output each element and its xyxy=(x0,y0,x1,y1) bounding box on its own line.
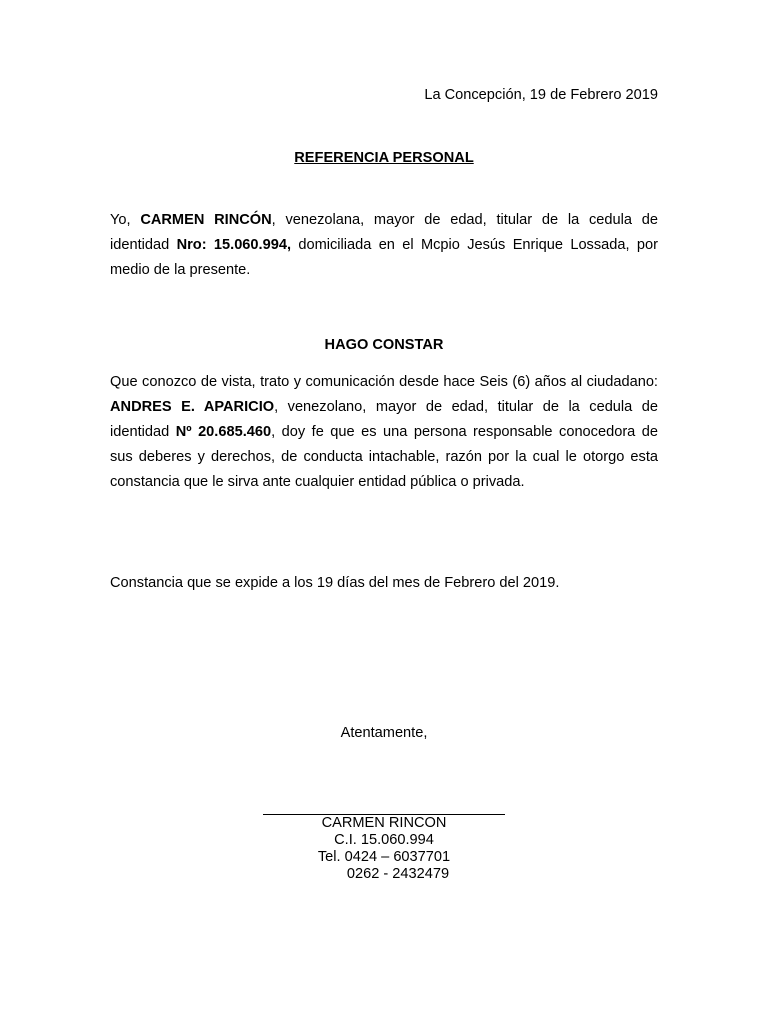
referenced-id: Nº 20.685.460 xyxy=(175,424,272,440)
issuance-paragraph: Constancia que se expide a los 19 días del mes de Febrero del 2019. xyxy=(110,575,560,591)
statement-text-2: , venezolano, mayor de edad, titular de la cedula de identidad xyxy=(110,399,658,440)
intro-text-3: domiciliada en el Mcpio Jesús Enrique Lossada, por medio de la presente. xyxy=(110,237,658,278)
intro-text-2: , venezolana, mayor de edad, titular de la cedula de identidad xyxy=(110,212,658,253)
referenced-name: ANDRES E. APARICIO xyxy=(110,399,275,415)
signer-name: CARMEN RINCON xyxy=(321,815,447,831)
signer-phone-2: 0262 - 2432479 xyxy=(346,866,450,882)
section-subtitle: HAGO CONSTAR xyxy=(324,337,444,353)
statement-paragraph xyxy=(110,370,658,495)
declarant-name: CARMEN RINCÓN xyxy=(140,212,272,228)
statement-text-3: , doy fe que es una persona responsable conocedora de sus deberes y derechos, de conducta intachable, razón por la cual le otorgo esta constancia que le sirva ante cualquier entidad pública o privada. xyxy=(110,424,659,490)
signer-ci: C.I. 15.060.994 xyxy=(334,832,434,848)
intro-paragraph xyxy=(110,208,658,283)
date-line: La Concepción, 19 de Febrero 2019 xyxy=(424,87,658,103)
signer-phone-1: Tel. 0424 – 6037701 xyxy=(317,849,451,865)
statement-text-1: Que conozco de vista, trato y comunicación desde hace Seis (6) años al ciudadano: xyxy=(110,374,658,390)
signature-block xyxy=(263,815,505,883)
intro-text-1: Yo, xyxy=(110,212,141,228)
document-title: REFERENCIA PERSONAL xyxy=(294,150,474,166)
declarant-id: Nro: 15.060.994, xyxy=(176,237,292,253)
closing-line: Atentamente, xyxy=(340,725,428,741)
